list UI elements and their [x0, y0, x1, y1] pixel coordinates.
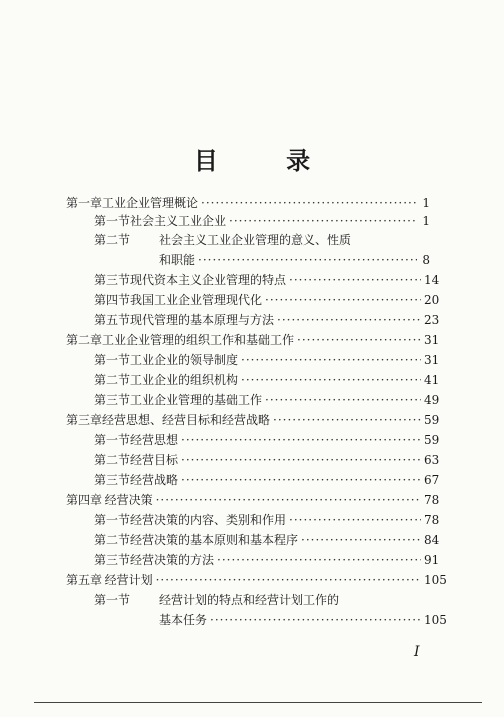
dot-leader	[277, 310, 421, 330]
entry-number: 第四章	[66, 493, 103, 507]
entry-page: 59	[424, 413, 440, 427]
entry-title: 经营决策的内容、类别和作用	[130, 513, 287, 527]
toc-entry-4-3[interactable]	[94, 550, 440, 570]
entry-title: 经营决策	[104, 493, 153, 507]
entry-number: 第一节	[94, 353, 131, 367]
toc-entry-chapter-3[interactable]	[66, 410, 440, 430]
entry-title: 现代资本主义企业管理的特点	[130, 273, 287, 287]
entry-title: 我国工业企业管理现代化	[130, 293, 263, 307]
toc-entry-1-2-cont[interactable]	[159, 250, 430, 270]
entry-number: 第五章	[66, 573, 103, 587]
dot-leader	[210, 610, 421, 630]
entry-number: 第三节	[94, 273, 131, 287]
entry-page: 31	[424, 353, 440, 367]
entry-number: 第二章	[66, 333, 103, 347]
entry-title: 社会主义工业企业	[130, 214, 227, 228]
dot-leader	[156, 570, 421, 590]
entry-number: 第五节	[94, 313, 131, 327]
toc-entry-3-1[interactable]	[94, 430, 440, 450]
entry-title: 经营决策的基本原则和基本程序	[130, 533, 299, 547]
entry-page: 41	[424, 373, 440, 387]
entry-number: 第三节	[94, 473, 131, 487]
entry-page: 84	[424, 533, 440, 547]
entry-page: 14	[424, 273, 440, 287]
dot-leader	[198, 250, 417, 270]
entry-number: 第二节	[94, 373, 131, 387]
toc-entry-2-1[interactable]	[94, 350, 440, 370]
entry-title: 工业企业管理的组织工作和基础工作	[102, 333, 295, 347]
dot-leader	[181, 450, 421, 470]
bottom-rule	[34, 702, 482, 703]
toc-entry-3-3[interactable]	[94, 470, 440, 490]
entry-title: 工业企业的组织机构	[130, 373, 239, 387]
entry-page: 1	[422, 196, 430, 210]
toc-entry-chapter-4[interactable]	[66, 490, 440, 510]
entry-number: 第三节	[94, 393, 131, 407]
entry-title: 工业企业的领导制度	[130, 353, 239, 367]
dot-leader	[241, 370, 421, 390]
entry-page: 91	[424, 553, 440, 567]
dot-leader	[297, 330, 421, 350]
dot-leader	[301, 530, 421, 550]
entry-number: 第一节	[94, 214, 131, 228]
page-title: 目 录	[193, 147, 341, 175]
dot-leader	[181, 430, 421, 450]
dot-leader	[229, 211, 417, 231]
dot-leader	[289, 510, 421, 530]
entry-title: 社会主义工业企业管理的意义、性质	[159, 233, 352, 247]
toc-entry-3-2[interactable]	[94, 450, 440, 470]
entry-title: 和职能	[159, 253, 196, 267]
entry-title: 基本任务	[159, 613, 208, 627]
entry-page: 49	[424, 393, 440, 407]
toc-entry-1-1[interactable]	[94, 211, 430, 231]
entry-number: 第四节	[94, 293, 131, 307]
toc-entry-chapter-2[interactable]	[66, 330, 440, 350]
entry-page: 78	[424, 493, 440, 507]
toc-entry-1-4[interactable]	[94, 290, 440, 310]
toc-entry-5-1[interactable]	[94, 590, 339, 610]
entry-page: 78	[424, 513, 440, 527]
entry-page: 31	[424, 333, 440, 347]
entry-page: 8	[422, 253, 430, 267]
entry-page: 20	[424, 293, 440, 307]
entry-number: 第一节	[94, 433, 131, 447]
entry-number: 第一节	[94, 513, 131, 527]
entry-title: 经营战略	[130, 473, 179, 487]
entry-title: 经营计划的特点和经营计划工作的	[159, 593, 340, 607]
toc-entry-chapter-1[interactable]	[66, 193, 430, 213]
toc-entry-2-3[interactable]	[94, 390, 440, 410]
entry-title: 经营计划	[104, 573, 153, 587]
entry-title: 现代管理的基本原理与方法	[130, 313, 275, 327]
toc-entry-4-2[interactable]	[94, 530, 440, 550]
entry-number: 第二节	[94, 533, 131, 547]
entry-page: 59	[424, 433, 440, 447]
entry-number: 第一节	[94, 593, 131, 607]
entry-number: 第二节	[94, 233, 131, 247]
entry-title: 经营思想	[130, 433, 179, 447]
entry-number: 第一章	[66, 196, 103, 210]
entry-page: 23	[424, 313, 440, 327]
dot-leader	[265, 290, 421, 310]
toc-entry-5-1-cont[interactable]	[159, 610, 447, 630]
entry-title: 工业企业管理的基础工作	[130, 393, 263, 407]
dot-leader	[241, 350, 421, 370]
toc-entry-1-5[interactable]	[94, 310, 440, 330]
entry-page: 67	[424, 473, 440, 487]
entry-title: 经营决策的方法	[130, 553, 215, 567]
dot-leader	[217, 550, 421, 570]
entry-page: 105	[424, 573, 447, 587]
toc-entry-4-1[interactable]	[94, 510, 440, 530]
dot-leader	[156, 490, 421, 510]
entry-page: 1	[422, 214, 430, 228]
entry-number: 第三章	[66, 413, 103, 427]
toc-entry-chapter-5[interactable]	[66, 570, 447, 590]
entry-page: 63	[424, 453, 440, 467]
toc-entry-2-2[interactable]	[94, 370, 440, 390]
page-folio: I	[414, 644, 420, 660]
dot-leader	[201, 193, 417, 213]
dot-leader	[289, 270, 421, 290]
toc-entry-1-2[interactable]	[94, 230, 351, 250]
entry-title: 经营目标	[130, 453, 179, 467]
entry-title: 工业企业管理概论	[102, 196, 199, 210]
toc-entry-1-3[interactable]	[94, 270, 440, 290]
entry-number: 第三节	[94, 553, 131, 567]
entry-number: 第二节	[94, 453, 131, 467]
dot-leader	[181, 470, 421, 490]
entry-title: 经营思想、经营目标和经营战略	[102, 413, 271, 427]
dot-leader	[273, 410, 421, 430]
entry-page: 105	[424, 613, 447, 627]
dot-leader	[265, 390, 421, 410]
